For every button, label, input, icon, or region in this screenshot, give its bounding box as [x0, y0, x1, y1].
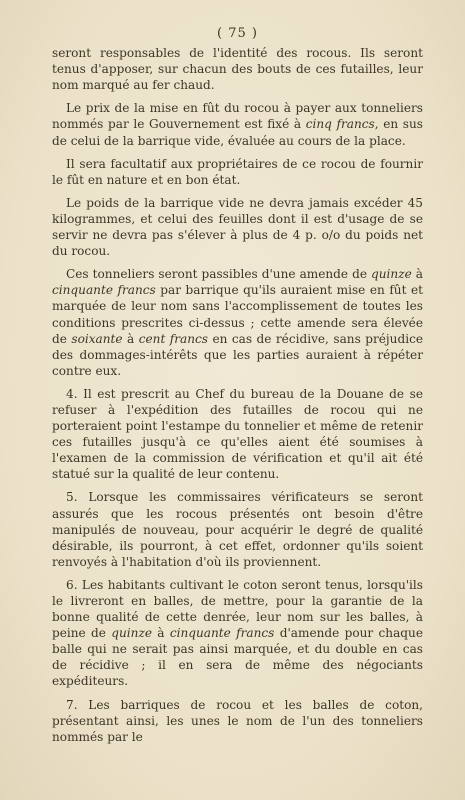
italic-text: cent francs: [138, 331, 208, 346]
paragraph: [52, 577, 423, 690]
paragraph: [52, 266, 423, 379]
text-run: 6. Les habitants cultivant le coton seront tenus, lorsqu'ils le livreront en balles, de mettre, pour la garantie de la bonne qualité de cette denrée, leur nom sur les balles, à peine de: [52, 577, 423, 641]
text-run: Il sera facultatif aux propriétaires de ce rocou de fournir le fût en nature et en bon état.: [52, 156, 423, 187]
text-run: en cas de récidive, sans préjudice des dommages-intérêts que les parties auraient à répéter contre eux.: [52, 331, 423, 378]
italic-text: cinquante francs: [52, 283, 156, 298]
text-run: à: [151, 626, 170, 641]
text-run: 4. Il est prescrit au Chef du bureau de la Douane de se refuser à l'expédition des futailles de rocou qui ne porteraient point l'estampe du tonnelier et même de retenir ces futailles jusqu'à ce qu'elles aient été soumises à l'examen de la commission de vérification et qu'il ait été statué sur la qualité de leur contenu.: [52, 386, 423, 482]
italic-text: quinze: [371, 267, 412, 282]
text-run: Ces tonneliers seront passibles d'une amende de: [66, 267, 372, 282]
text-run: 7. Les barriques de rocou et les balles de coton, présentant ainsi, les unes le nom de l'un des tonneliers nommés par le: [52, 697, 423, 744]
body-text: [52, 45, 423, 745]
text-run: Le poids de la barrique vide ne devra jamais excéder 45 kilogrammes, et celui des feuilles dont il est d'usage de se servir ne devra pas s'élever à plus de 4 p. o/o du poids net du rocou.: [52, 195, 423, 259]
paragraph: [52, 100, 423, 148]
paragraph: [52, 697, 423, 745]
italic-text: quinze: [111, 626, 152, 641]
paragraph: [52, 489, 423, 569]
text-run: à: [122, 331, 139, 346]
paragraph: [52, 156, 423, 188]
paragraph: [52, 195, 423, 259]
paragraph: [52, 386, 423, 483]
text-run: par barrique qu'ils auraient mise en fût et marquée de leur nom sans l'accomplissement de toutes les conditions prescrites ci-dessus ; cette amende sera élevée de: [52, 283, 423, 346]
text-block: [52, 26, 423, 752]
italic-text: cinq francs: [305, 117, 375, 132]
text-run: à: [411, 267, 423, 282]
text-run: Le prix de la mise en fût du rocou à payer aux tonneliers nommés par le Gouvernement est fixé à: [52, 101, 423, 132]
text-run: seront responsables de l'identité des rocous. Ils seront tenus d'apposer, sur chacun des bouts de ces futailles, leur nom marqué au fer chaud.: [52, 46, 423, 93]
text-run: 5. Lorsque les commissaires vérificateurs se seront assurés que les rocous présentés ont besoin d'être manipulés de nouveau, pour acquérir le degré de qualité désirable, ils pourront, à cet effet, ordonner qu'ils soient renvoyés à l'habitation d'où ils proviennent.: [52, 490, 423, 569]
text-run: , en sus de celui de la barrique vide, évaluée au cours de la place.: [52, 117, 423, 148]
italic-text: soixante: [71, 331, 123, 346]
page-number: ( 75 ): [217, 26, 258, 41]
text-run: d'amende pour chaque balle qui ne serait pas ainsi marquée, et du double en cas de récidive ; il en sera de même des négociants expéditeurs.: [52, 626, 423, 689]
italic-text: cinquante francs: [169, 626, 275, 641]
paragraph: [52, 45, 423, 93]
